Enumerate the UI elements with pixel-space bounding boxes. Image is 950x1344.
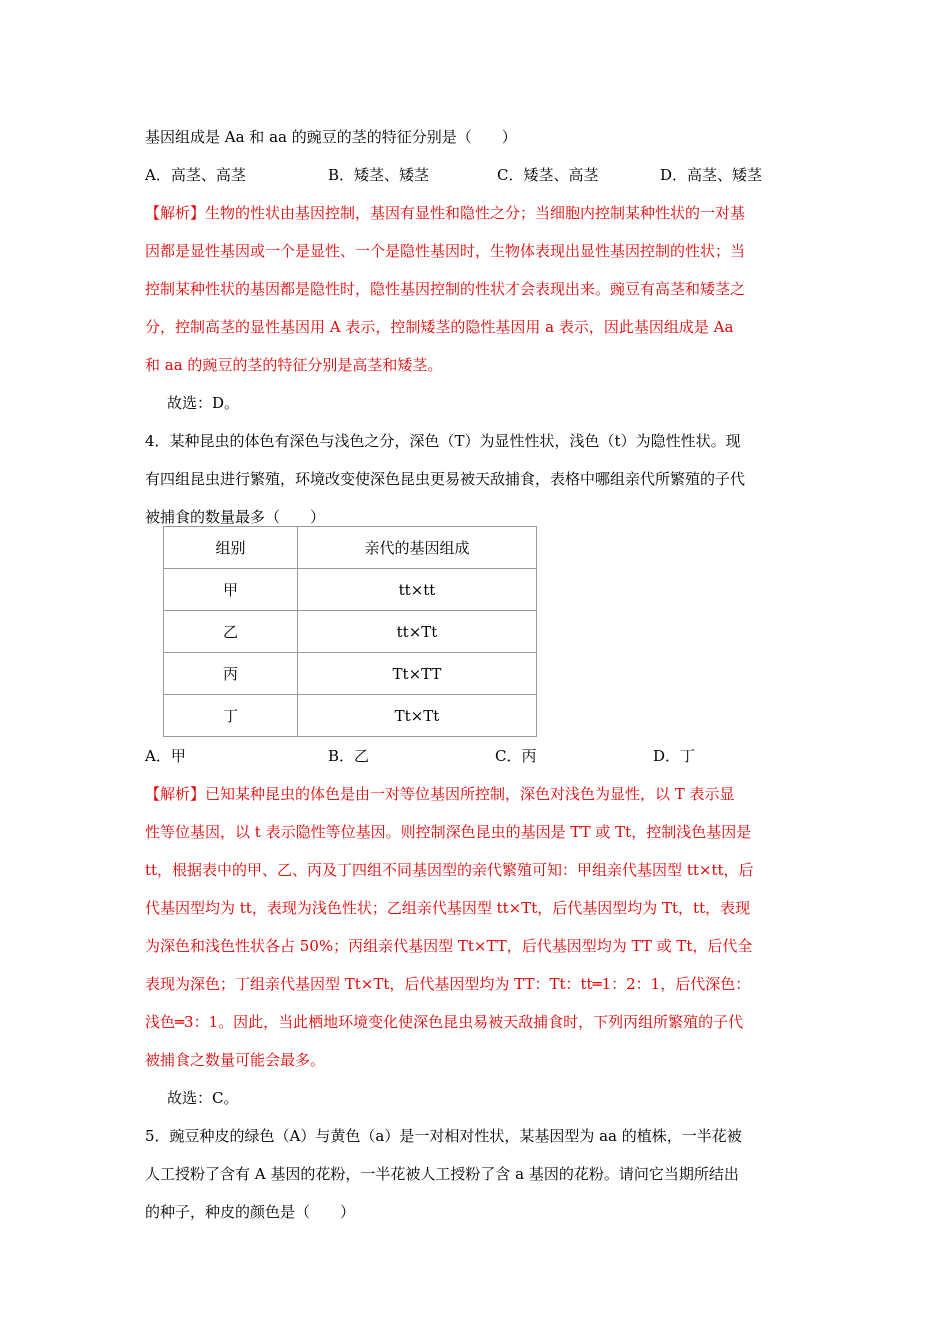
q3-answer: 故选：D。 [167,394,240,412]
q4-after-table [145,737,809,1231]
q4-option-d: D．丁 [653,747,696,765]
table-cell-group: 丁 [164,695,298,737]
table-header-group: 组别 [164,527,298,569]
q4-option-a: A．甲 [145,747,186,765]
q5-stem-line: 5．豌豆种皮的绿色（A）与黄色（a）是一对相对性状，某基因型为 aa 的植株，一半花被 [145,1127,742,1145]
q3-analysis-line: 因都是显性基因或一个是显性、一个是隐性基因时，生物体表现出显性基因控制的性状；当 [145,242,746,260]
q4-analysis-line: tt，根据表中的甲、乙、丙及丁四组不同基因型的亲代繁殖可知：甲组亲代基因型 tt×tt，后 [145,861,754,879]
q4-option-c: C．丙 [495,747,537,765]
q3-options [145,156,809,194]
q3-stem: 基因组成是 Aa 和 aa 的豌豆的茎的特征分别是（ ） [145,128,517,146]
q4-answer: 故选：C。 [167,1089,239,1107]
q4-analysis-line: 【解析】已知某种昆虫的体色是由一对等位基因所控制，深色对浅色为显性，以 T 表示显 [145,785,735,803]
q3-option-b: B．矮茎、矮茎 [328,166,430,184]
table-cell-group: 乙 [164,611,298,653]
table-cell-genotype: tt×tt [298,569,537,611]
table-row [164,569,537,611]
q4-option-b: B．乙 [328,747,370,765]
table-header-row [164,527,537,569]
table-cell-group: 丙 [164,653,298,695]
q3-option-a: A．高茎、高茎 [145,166,246,184]
q4-stem-line: 有四组昆虫进行繁殖，环境改变使深色昆虫更易被天敌捕食，表格中哪组亲代所繁殖的子代 [145,470,746,488]
table-row [164,653,537,695]
table-cell-genotype: Tt×TT [298,653,537,695]
page-content [145,118,809,1221]
q4-options [145,737,809,775]
table-cell-genotype: tt×Tt [298,611,537,653]
q4-analysis-line: 为深色和浅色性状各占 50%；丙组亲代基因型 Tt×TT，后代基因型均为 TT 或 Tt，后代全 [145,937,753,955]
q4-stem-line: 被捕食的数量最多（ ） [145,508,326,526]
q4-stem-line: 4．某种昆虫的体色有深色与浅色之分，深色（T）为显性性状，浅色（t）为隐性性状。现 [145,432,741,450]
q3-analysis-line: 控制某种性状的基因都是隐性时，隐性基因控制的性状才会表现出来。豌豆有高茎和矮茎之 [145,280,746,298]
q3-option-d: D．高茎、矮茎 [660,166,763,184]
q3-analysis-line: 分，控制高茎的显性基因用 A 表示，控制矮茎的隐性基因用 a 表示，因此基因组成是 Aa [145,318,734,336]
q4-analysis-line: 浅色═3：1。因此，当此栖地环境变化使深色昆虫易被天敌捕食时，下列丙组所繁殖的子代 [145,1013,744,1031]
table-cell-group: 甲 [164,569,298,611]
q5-stem-line: 的种子，种皮的颜色是（ ） [145,1203,356,1221]
q4-analysis-line: 性等位基因，以 t 表示隐性等位基因。则控制深色昆虫的基因是 TT 或 Tt，控制浅色基因是 [145,823,752,841]
genotype-table [163,526,537,737]
table-header-genotype: 亲代的基因组成 [298,527,537,569]
q3-analysis-line: 【解析】生物的性状由基因控制，基因有显性和隐性之分；当细胞内控制某种性状的一对基 [145,204,746,222]
q4-analysis-line: 表现为深色；丁组亲代基因型 Tt×Tt，后代基因型均为 TT：Tt：tt═1：2：1，后代深色： [145,975,751,993]
table-row [164,611,537,653]
q3-analysis-line: 和 aa 的豌豆的茎的特征分别是高茎和矮茎。 [145,356,443,374]
q4-analysis-line: 被捕食之数量可能会最多。 [145,1051,326,1069]
table-cell-genotype: Tt×Tt [298,695,537,737]
q4-analysis-line: 代基因型均为 tt，表现为浅色性状；乙组亲代基因型 tt×Tt，后代基因型均为 Tt，tt，表现 [145,899,751,917]
table-row [164,695,537,737]
q3-option-c: C．矮茎、高茎 [497,166,599,184]
q5-stem-line: 人工授粉了含有 A 基因的花粉，一半花被人工授粉了含 a 基因的花粉。请问它当期所结出 [145,1165,739,1183]
